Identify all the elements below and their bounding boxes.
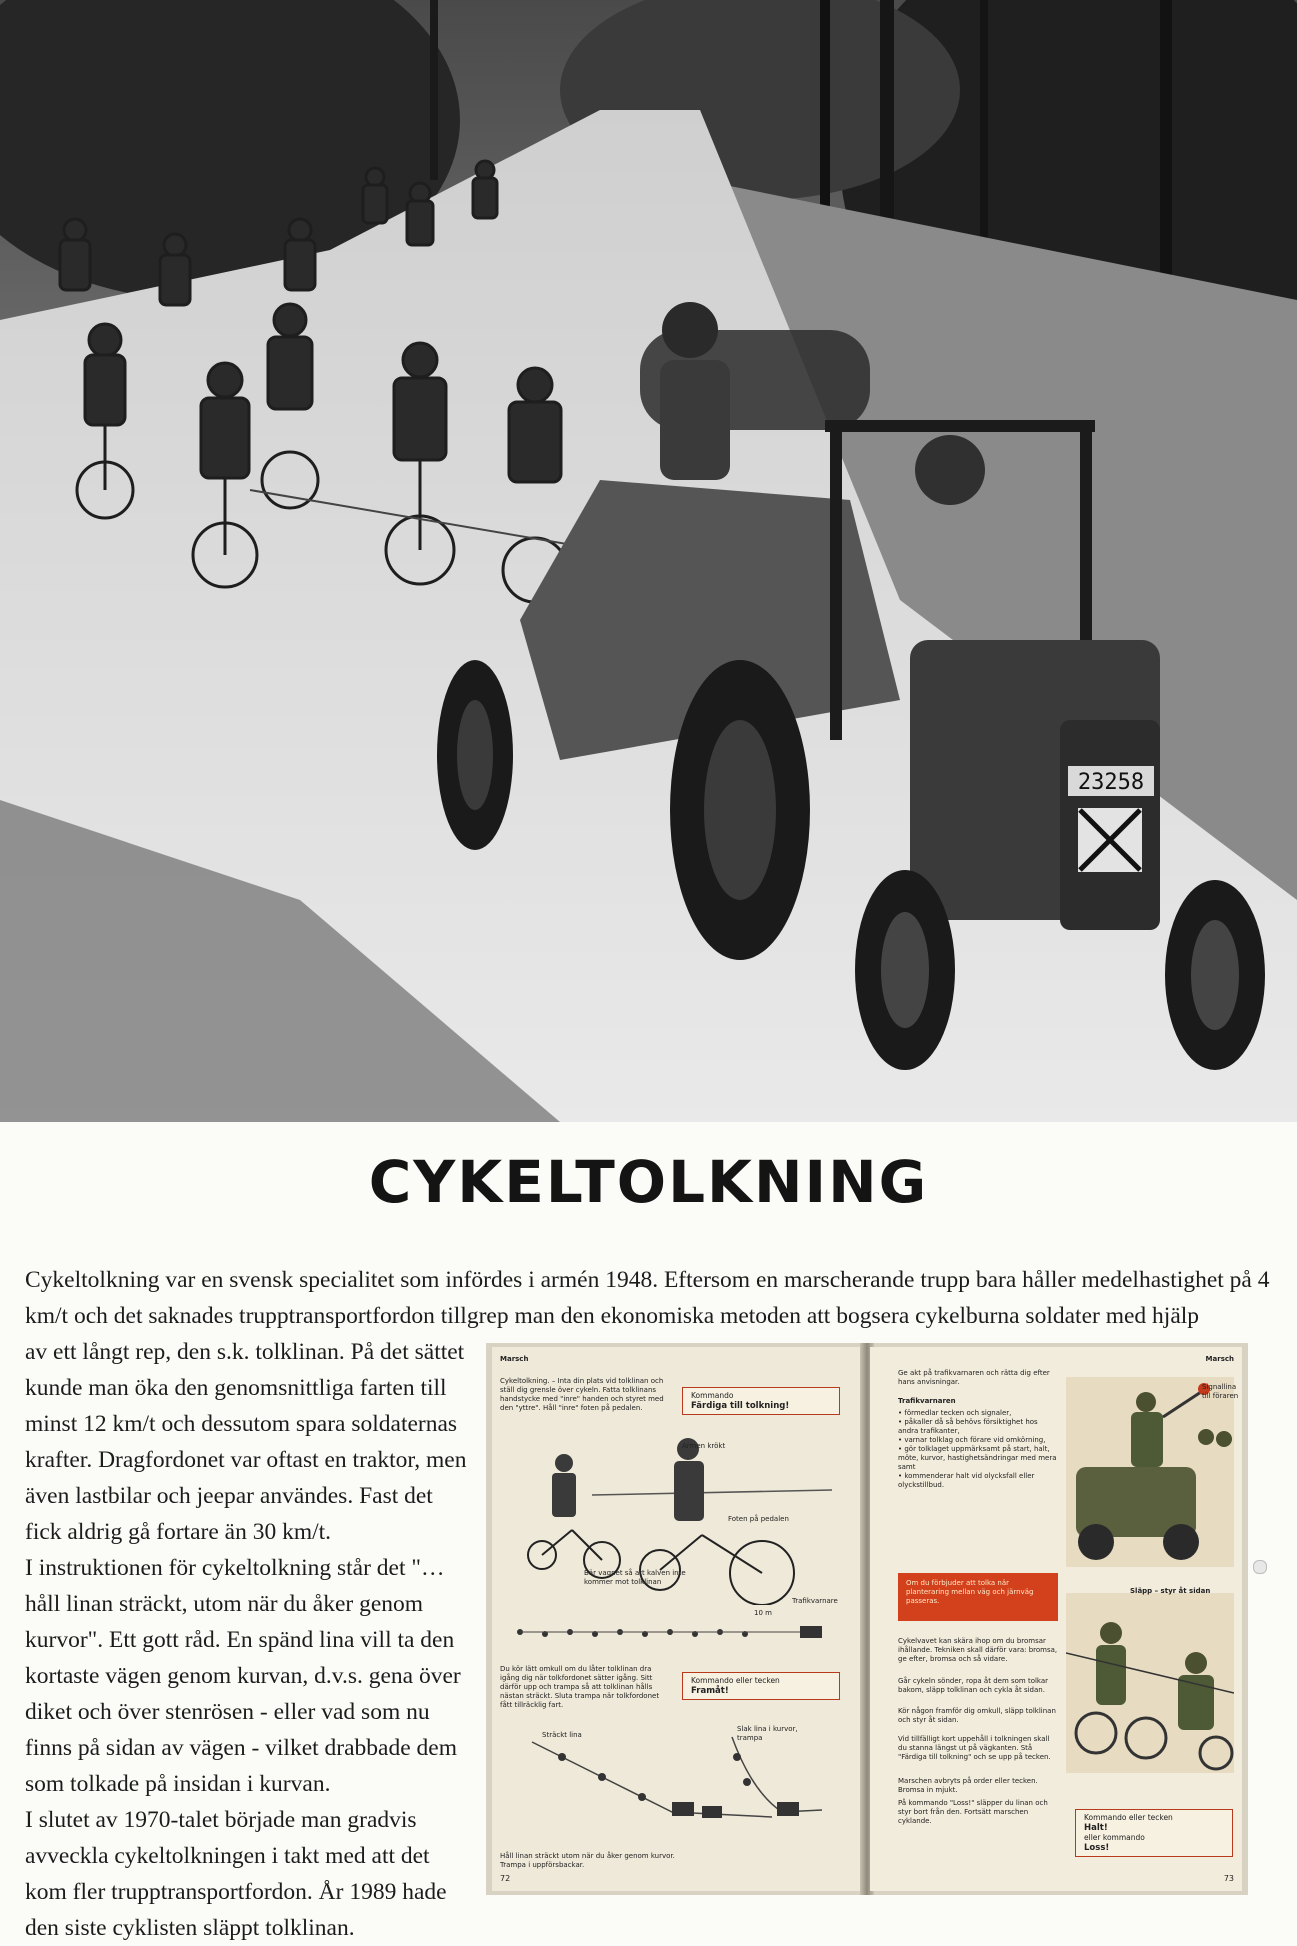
booklet-page-left — [492, 1347, 864, 1891]
left-command-text-1: Färdiga till tolkning! — [691, 1401, 790, 1411]
label-straight-line: Sträckt lina — [542, 1731, 582, 1739]
right-paragraph-4: Kör någon framför dig omkull, släpp tolklinan och styr åt sidan. — [898, 1707, 1056, 1724]
right-page-header: Marsch — [1205, 1355, 1234, 1363]
booklet-page-right — [870, 1347, 1242, 1891]
bullet-list — [898, 1409, 1058, 1490]
right-paragraph-5: Vid tillfälligt kort uppehåll i tolkningen skall du stanna längst ut på vägkanten. Stå "Färdiga till tolkning" och se upp på tecken. — [898, 1735, 1051, 1761]
label-traffic: Trafikvarnare — [792, 1597, 838, 1605]
left-page-header: Marsch — [500, 1355, 529, 1363]
command-or: eller kommando — [1084, 1833, 1145, 1842]
left-command-text-2: Framåt! — [691, 1686, 729, 1696]
mounting-pin-icon — [1253, 1560, 1267, 1574]
body-text — [25, 1334, 475, 1946]
right-paragraph-3: Går cykeln sönder, ropa åt dem som tolkar bakom, släpp tolklinan och cykla åt sidan. — [898, 1677, 1049, 1694]
left-command-label-2: Kommando eller tecken — [691, 1676, 780, 1685]
traffic-warden-illustration — [1066, 1377, 1234, 1567]
left-command-box-1 — [682, 1387, 840, 1415]
label-signal: Signallina till föraren — [1202, 1383, 1239, 1400]
label-release: Släpp – styr åt sidan — [1130, 1587, 1211, 1595]
bullet-item: • gör tolklaget uppmärksamt på start, halt, möte, kurvor, hastighetsändringar med mera samt — [898, 1445, 1057, 1471]
right-paragraph-7: På kommando "Loss!" släpper du linan och styr bort från den. Fortsätt marschen cyklande. — [898, 1799, 1048, 1825]
label-foot: Foten på pedalen — [728, 1515, 789, 1523]
bullet-item: • påkaller då så behövs försiktighet hos andra trafikanter, — [898, 1418, 1038, 1435]
left-page-number: 72 — [500, 1874, 511, 1883]
convoy-diagram — [510, 1612, 850, 1652]
page-title: CYKELTOLKNING — [368, 1148, 929, 1216]
left-paragraph-1: Cykeltolkning. – Inta din plats vid tolklinan och ställ dig grensle över cykeln. Fatta tolklinans handstycke med "inre" handen och styret med den "yttre". Håll "inre" foten på pedalen. — [500, 1377, 664, 1412]
right-page-number: 73 — [1223, 1874, 1234, 1883]
right-paragraph-1: Ge akt på trafikvarnaren och rätta dig efter hans anvisningar. — [898, 1369, 1050, 1386]
label-kalven: Bär vagnet så att kalven inte kommer mot tolklinan — [584, 1569, 686, 1586]
release-illustration — [1066, 1593, 1234, 1773]
left-paragraph-3: Håll linan sträckt utom när du åker genom kurvor. Trampa i uppförsbackar. — [500, 1852, 675, 1869]
right-paragraph-2: Cykelvavet kan skära ihop om du bromsar ihållande. Tekniken skall därför vara: bromsa, ge efter, bromsa och så vidare. — [898, 1637, 1058, 1663]
command-loss: Loss! — [1084, 1843, 1110, 1853]
left-command-box-2 — [682, 1672, 840, 1700]
command-halt: Halt! — [1084, 1823, 1108, 1833]
bullet-item: • förmedlar tecken och signaler, — [898, 1409, 1012, 1417]
instruction-booklet — [486, 1343, 1248, 1895]
intro-paragraph: Cykeltolkning var en svensk specialitet som infördes i armén 1948. Eftersom en marscherande trupp bara håller medelhastighet på 4 km/t och det saknades trupptransportfordon tillgrep man den ekonomiska metoden att bogsera cykelburna soldater med hjälp — [25, 1267, 1270, 1329]
warning-box: Om du förbjuder att tolka när planteraring mellan väg och järnväg passeras. — [898, 1573, 1058, 1621]
right-paragraph-6: Marschen avbryts på order eller tecken. Bromsa in mjukt. — [898, 1777, 1038, 1794]
right-subhead: Trafikvarnaren — [898, 1397, 956, 1405]
label-distance: 10 m — [754, 1609, 772, 1617]
body-paragraph-2: I instruktionen för cykeltolkning står det "… håll linan sträckt, utom när du åker genom kurvor". Ett gott råd. En spänd lina vill ta den kortaste vägen genom kurvan, d.v.s. gena över diket och över stenrösen - eller vad som nu finns på sidan av vägen - vilket drabbade dem som tolkade på insidan i kurvan. — [25, 1555, 461, 1797]
right-command-label: Kommando eller tecken — [1084, 1813, 1173, 1822]
plate-number: 23258 — [1077, 770, 1145, 795]
left-paragraph-2: Du kör lätt omkull om du låter tolklinan dra igång dig när tolkfordonet sätter igång. Sitt därför upp och trampa så att tolklinan hålls nästan sträckt. Sluta trampa när tolkfordonet fått tillräcklig fart. — [500, 1665, 660, 1709]
left-command-label-1: Kommando — [691, 1391, 734, 1400]
curve-diagram — [522, 1732, 842, 1832]
label-slack-line: Slak lina i kurvor, trampa — [737, 1725, 798, 1742]
bullet-item: • kommenderar halt vid olycksfall eller olyckstillbud. — [898, 1472, 1035, 1489]
right-command-box — [1075, 1809, 1233, 1857]
body-paragraph-3: I slutet av 1970-talet började man gradvis avveckla cykeltolkningen i takt med att det kom fler trupptransportfordon. År 1989 hade den siste cyklisten släppt tolklinan. — [25, 1807, 447, 1941]
body-paragraph-1: av ett långt rep, den s.k. tolklinan. På det sättet kunde man öka den genomsnittliga farten till minst 12 km/t och dessutom spara soldaternas krafter. Dragfordonet var oftast en traktor, men även lastbilar och jeepar användes. Fast det fick aldrig gå fortare än 30 km/t. — [25, 1339, 467, 1545]
bullet-item: • varnar tolklag och förare vid omkörning, — [898, 1436, 1046, 1444]
label-arm: Armen krökt — [682, 1442, 726, 1450]
